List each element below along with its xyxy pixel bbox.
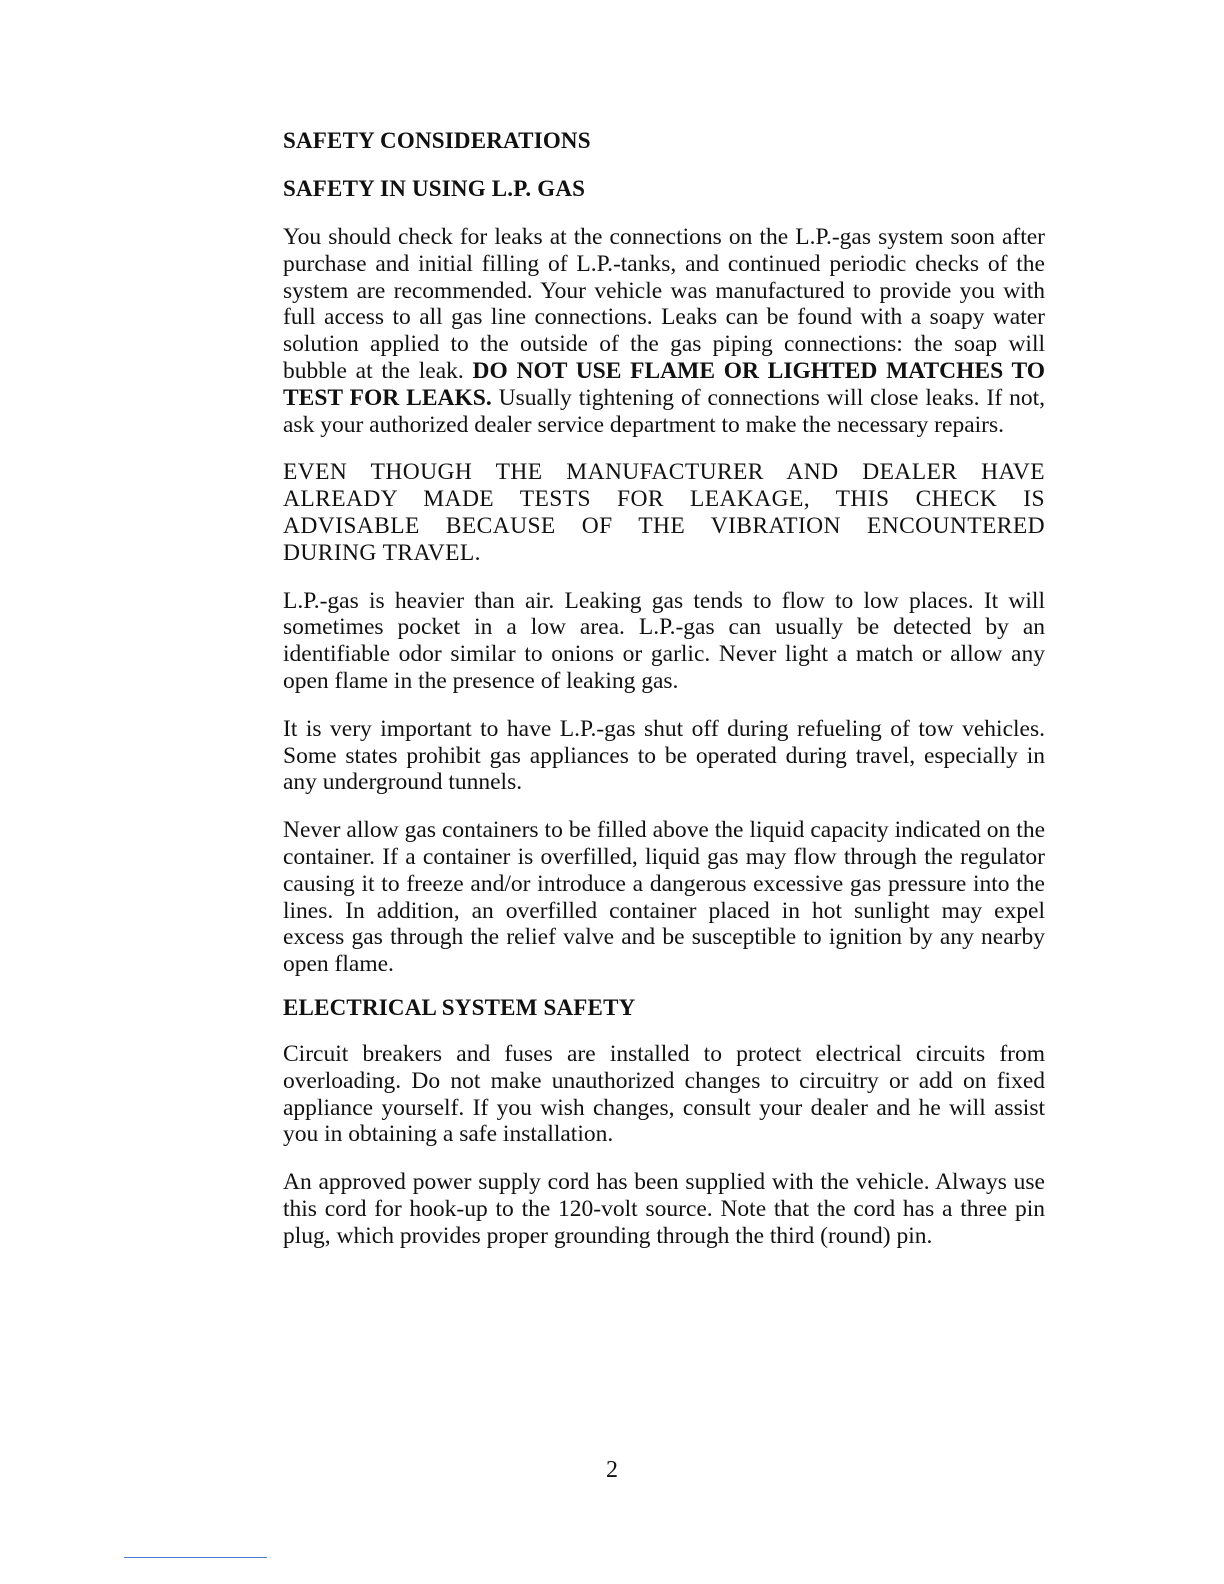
leak-check-text: You should check for leaks at the connections on the L.P.-gas system soon after purchase and initial filling of L.P.-tanks, and continued periodic checks of the system are recommended. Your vehicle was manufactured to provide you with full access to all gas line connections. Leaks can be found with a soapy water solution applied to the outside of the gas piping connections: the soap will bubble at the leak. (283, 224, 1045, 384)
vibration-warning-paragraph: EVEN THOUGH THE MANUFACTURER AND DEALER HAVE ALREADY MADE TESTS FOR LEAKAGE, THIS CHECK IS ADVISABLE BECAUSE OF THE VIBRATION ENCOUNTERED DURING TRAVEL. (283, 459, 1045, 566)
lp-gas-heavier-paragraph: L.P.-gas is heavier than air. Leaking gas tends to flow to low places. It will sometimes pocket in a low area. L.P.-gas can usually be detected by an identifiable odor similar to onions or garlic. Never light a match or allow any open flame in the presence of leaking gas. (283, 587, 1045, 694)
flame-warning-text: DO NOT USE FLAME OR LIGHTED MATCHES TO TEST FOR LEAKS. (283, 357, 1045, 411)
page-number: 2 (606, 1457, 618, 1483)
lp-gas-heading: SAFETY IN USING L.P. GAS (283, 176, 586, 201)
document-page (283, 124, 1045, 1250)
footer-rule (124, 1557, 267, 1558)
section-heading: SAFETY CONSIDERATIONS (283, 128, 591, 153)
electrical-heading: ELECTRICAL SYSTEM SAFETY (283, 994, 636, 1020)
power-cord-paragraph: An approved power supply cord has been supplied with the vehicle. Always use this cord for hook-up to the 120-volt source. Note that the cord has a three pin plug, which provides proper grounding through the third (round) pin. (283, 1169, 1045, 1249)
circuit-breaker-paragraph: Circuit breakers and fuses are installed to protect electrical circuits from overloading. Do not make unauthorized changes to circuitry or add on fixed appliance yourself. If you wish changes, consult your dealer and he will assist you in obtaining a safe installation. (283, 1040, 1045, 1148)
refueling-shutoff-paragraph: It is very important to have L.P.-gas shut off during refueling of tow vehicles. Some states prohibit gas appliances to be operated during travel, especially in any underground tunnels. (283, 715, 1045, 796)
leak-repair-text: Usually tightening of connections will close leaks. If not, ask your authorized dealer service department to make the necessary repairs. (283, 384, 1046, 438)
lp-gas-leak-check-paragraph (283, 224, 1045, 438)
overfill-warning-paragraph: Never allow gas containers to be filled above the liquid capacity indicated on the container. If a container is overfilled, liquid gas may flow through the regulator causing it to freeze and/or introduce a dangerous excessive gas pressure into the lines. In addition, an overfilled container placed in hot sunlight may expel excess gas through the relief valve and be susceptible to ignition by any nearby open flame. (283, 817, 1045, 978)
